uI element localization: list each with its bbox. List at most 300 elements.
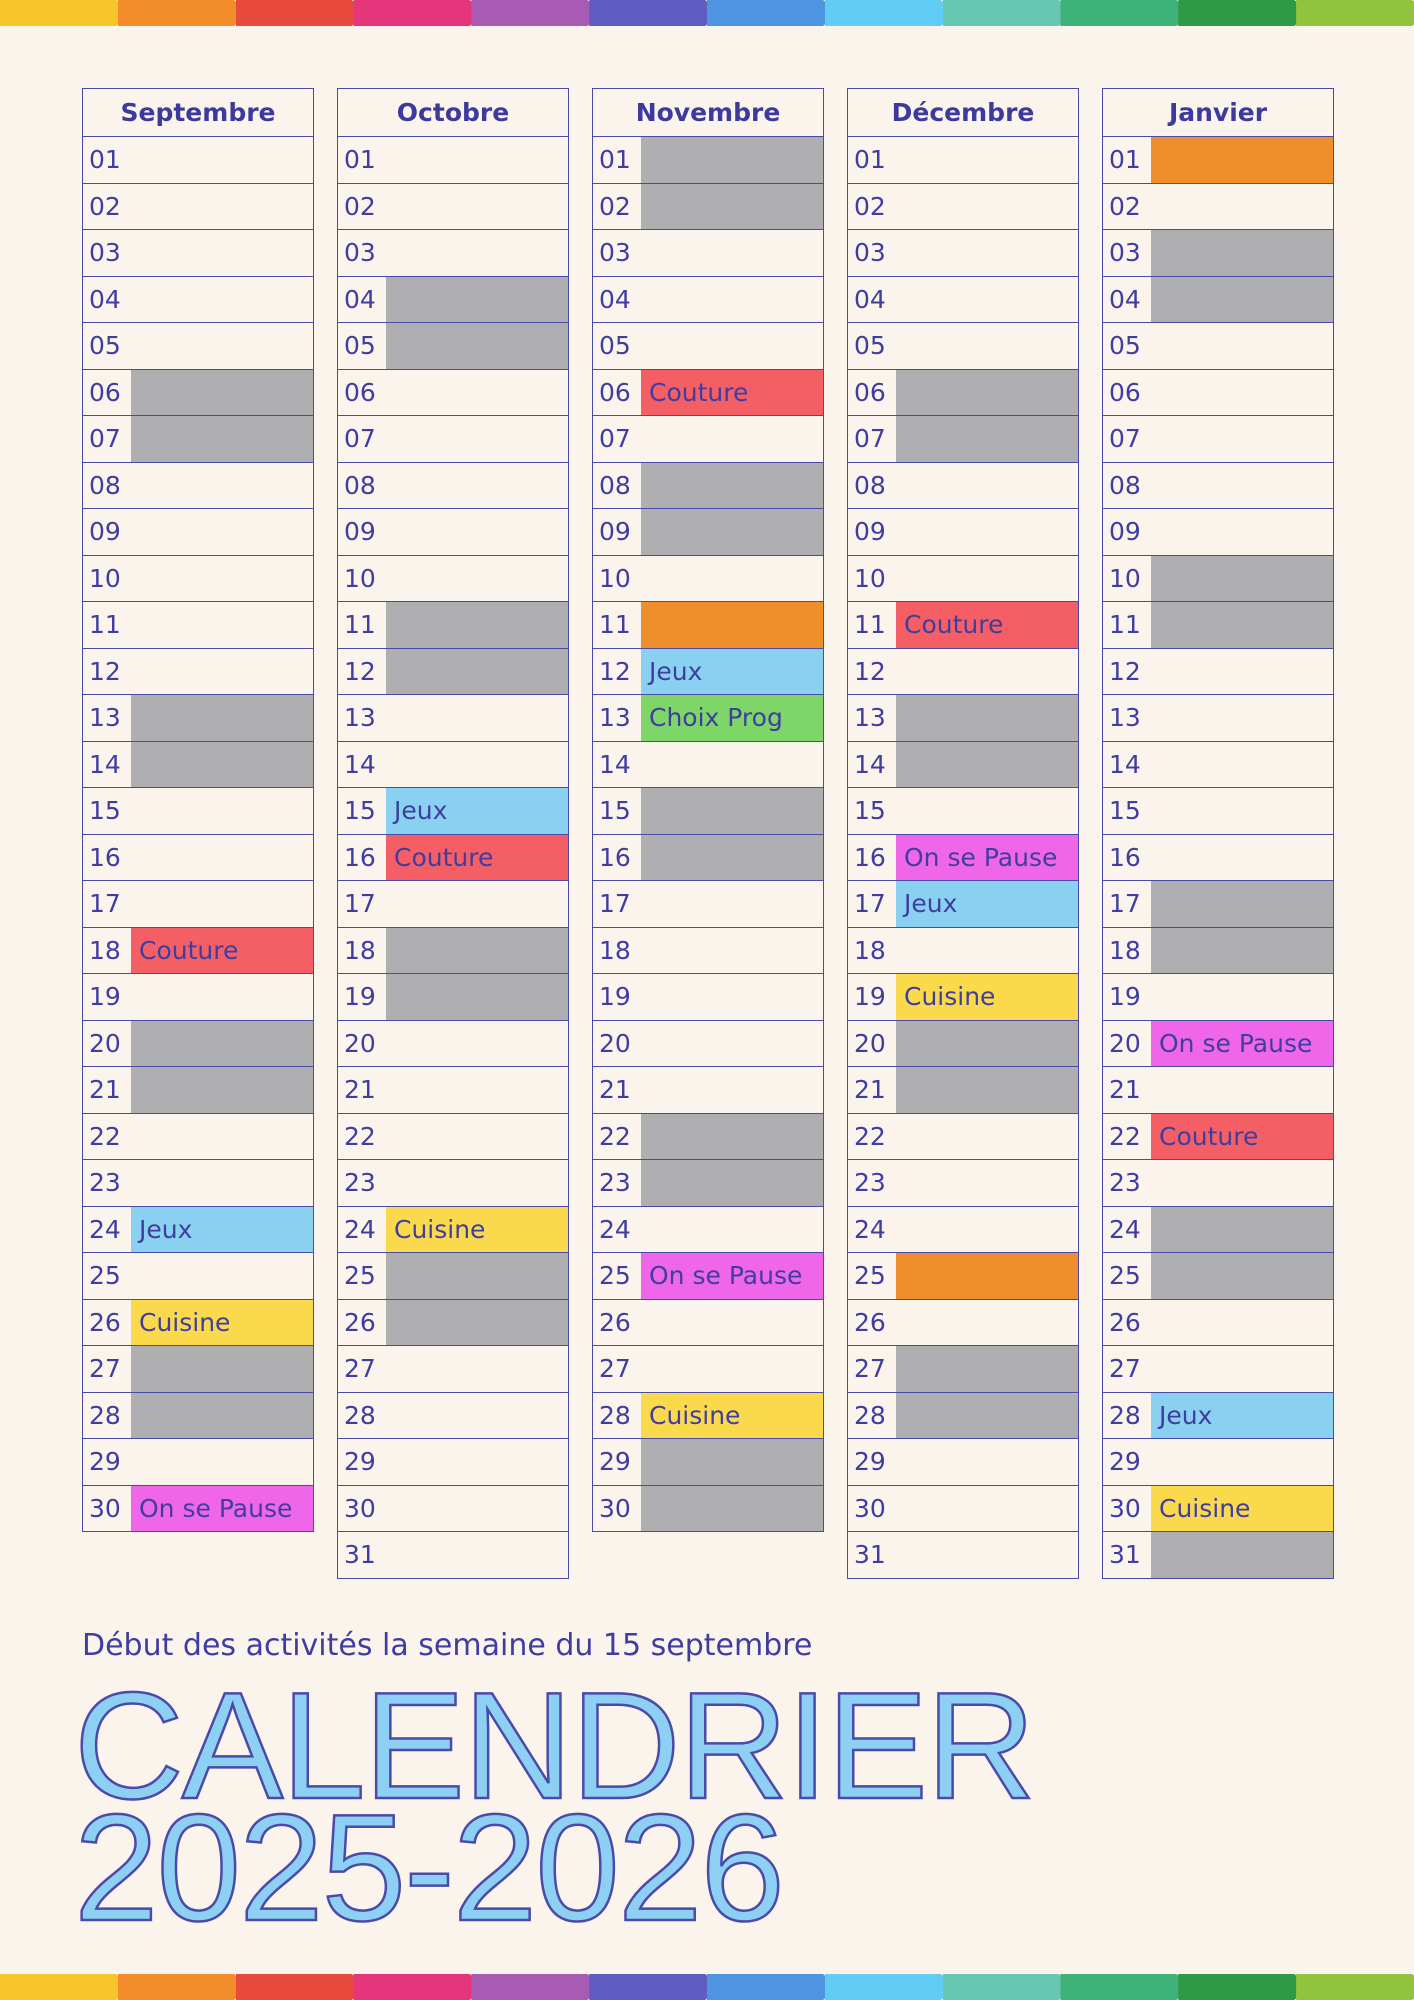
- day-number: 08: [854, 470, 886, 500]
- weekend-cell: [386, 277, 568, 323]
- day-row: [593, 369, 823, 416]
- empty-cell: [131, 509, 313, 555]
- month-title: Septembre: [82, 88, 314, 136]
- empty-cell: [131, 184, 313, 230]
- empty-cell: [386, 1439, 568, 1485]
- day-row: [338, 1020, 568, 1067]
- day-number: 18: [854, 935, 886, 965]
- day-row: [83, 1066, 313, 1113]
- day-row: [338, 415, 568, 462]
- day-row: [338, 555, 568, 602]
- day-row: [338, 973, 568, 1020]
- weekend-cell: [131, 742, 313, 788]
- weekend-cell: [131, 1346, 313, 1392]
- empty-cell: [386, 695, 568, 741]
- day-number: 09: [854, 517, 886, 547]
- day-number: 17: [854, 889, 886, 919]
- day-number: 25: [89, 1261, 121, 1291]
- day-number: 25: [344, 1261, 376, 1291]
- empty-cell: [1151, 835, 1333, 881]
- weekend-cell: [386, 928, 568, 974]
- day-row: [83, 834, 313, 881]
- month-column-septembre: [82, 88, 314, 1532]
- activity-cell: Jeux: [131, 1207, 313, 1253]
- day-row: [338, 183, 568, 230]
- day-row: [83, 1113, 313, 1160]
- day-number: 20: [599, 1028, 631, 1058]
- day-row: [593, 1485, 823, 1532]
- day-number: 15: [854, 796, 886, 826]
- day-row: [593, 276, 823, 323]
- day-number: 03: [1109, 238, 1141, 268]
- band-segment: [589, 1974, 721, 2000]
- empty-cell: [641, 742, 823, 788]
- day-row: [593, 229, 823, 276]
- day-row: [83, 183, 313, 230]
- empty-cell: [131, 277, 313, 323]
- day-number: 14: [599, 749, 631, 779]
- day-number: 21: [1109, 1075, 1141, 1105]
- day-number: 13: [344, 703, 376, 733]
- day-row: [848, 322, 1078, 369]
- empty-cell: [896, 184, 1078, 230]
- day-number: 25: [854, 1261, 886, 1291]
- day-row: [1103, 1113, 1333, 1160]
- month-title: Novembre: [592, 88, 824, 136]
- day-number: 04: [89, 284, 121, 314]
- empty-cell: [1151, 1300, 1333, 1346]
- day-number: 13: [89, 703, 121, 733]
- activity-cell: On se Pause: [896, 835, 1078, 881]
- title-line-1: CALENDRIER: [74, 1680, 1034, 1831]
- day-number: 12: [89, 656, 121, 686]
- empty-cell: [131, 1114, 313, 1160]
- empty-cell: [1151, 649, 1333, 695]
- day-row: [1103, 1066, 1333, 1113]
- day-row: [1103, 322, 1333, 369]
- empty-cell: [1151, 1439, 1333, 1485]
- day-row: [338, 1485, 568, 1532]
- day-number: 11: [854, 610, 886, 640]
- empty-cell: [641, 230, 823, 276]
- day-number: 18: [89, 935, 121, 965]
- empty-cell: [386, 881, 568, 927]
- band-segment: [471, 1974, 603, 2000]
- day-number: 30: [854, 1493, 886, 1523]
- holiday-cell: [641, 602, 823, 648]
- empty-cell: [386, 370, 568, 416]
- day-row: [1103, 1485, 1333, 1532]
- empty-cell: [131, 1439, 313, 1485]
- day-row: [593, 1066, 823, 1113]
- day-number: 15: [89, 796, 121, 826]
- day-number: 30: [599, 1493, 631, 1523]
- weekend-cell: [641, 788, 823, 834]
- day-row: [593, 1252, 823, 1299]
- day-number: 20: [1109, 1028, 1141, 1058]
- activity-cell: Couture: [641, 370, 823, 416]
- empty-cell: [1151, 416, 1333, 462]
- empty-cell: [641, 1300, 823, 1346]
- empty-cell: [386, 184, 568, 230]
- day-number: 21: [599, 1075, 631, 1105]
- day-row: [593, 415, 823, 462]
- empty-cell: [641, 1346, 823, 1392]
- day-row: [1103, 183, 1333, 230]
- day-row: [593, 694, 823, 741]
- day-row: [1103, 787, 1333, 834]
- day-row: [848, 1252, 1078, 1299]
- day-number: 10: [599, 563, 631, 593]
- empty-cell: [896, 1300, 1078, 1346]
- day-number: 07: [89, 424, 121, 454]
- weekend-cell: [386, 323, 568, 369]
- day-row: [338, 1159, 568, 1206]
- day-number: 19: [854, 982, 886, 1012]
- day-number: 31: [1109, 1540, 1141, 1570]
- day-row: [83, 1438, 313, 1485]
- weekend-cell: [131, 1393, 313, 1439]
- weekend-cell: [1151, 928, 1333, 974]
- day-number: 14: [89, 749, 121, 779]
- day-row: [338, 1206, 568, 1253]
- band-segment: [825, 1974, 957, 2000]
- day-number: 11: [344, 610, 376, 640]
- empty-cell: [641, 323, 823, 369]
- empty-cell: [896, 323, 1078, 369]
- day-row: [593, 1299, 823, 1346]
- empty-cell: [386, 509, 568, 555]
- empty-cell: [896, 137, 1078, 183]
- day-number: 07: [1109, 424, 1141, 454]
- day-row: [1103, 834, 1333, 881]
- day-number: 05: [89, 331, 121, 361]
- day-row: [83, 1252, 313, 1299]
- day-row: [848, 1485, 1078, 1532]
- month-title: Décembre: [847, 88, 1079, 136]
- activity-cell: Jeux: [641, 649, 823, 695]
- day-number: 30: [1109, 1493, 1141, 1523]
- day-number: 17: [344, 889, 376, 919]
- day-number: 26: [344, 1307, 376, 1337]
- day-row: [83, 136, 313, 183]
- day-number: 12: [599, 656, 631, 686]
- day-number: 05: [344, 331, 376, 361]
- day-row: [83, 1206, 313, 1253]
- day-row: [1103, 508, 1333, 555]
- activity-cell: Couture: [896, 602, 1078, 648]
- top-color-band: [0, 0, 1414, 26]
- day-row: [848, 601, 1078, 648]
- day-number: 11: [599, 610, 631, 640]
- day-list: [847, 136, 1079, 1579]
- day-number: 24: [344, 1214, 376, 1244]
- day-row: [848, 229, 1078, 276]
- weekend-cell: [896, 1393, 1078, 1439]
- empty-cell: [896, 277, 1078, 323]
- empty-cell: [896, 1532, 1078, 1578]
- day-row: [848, 1020, 1078, 1067]
- empty-cell: [131, 230, 313, 276]
- activity-cell: Cuisine: [641, 1393, 823, 1439]
- empty-cell: [386, 416, 568, 462]
- weekend-cell: [641, 1160, 823, 1206]
- weekend-cell: [386, 974, 568, 1020]
- empty-cell: [386, 463, 568, 509]
- weekend-cell: [131, 1067, 313, 1113]
- weekend-cell: [1151, 1207, 1333, 1253]
- day-number: 13: [599, 703, 631, 733]
- day-number: 13: [854, 703, 886, 733]
- empty-cell: [1151, 463, 1333, 509]
- day-number: 28: [599, 1400, 631, 1430]
- day-row: [338, 462, 568, 509]
- day-row: [338, 508, 568, 555]
- day-number: 05: [854, 331, 886, 361]
- title-line-2: 2025-2026: [74, 1783, 783, 1940]
- weekend-cell: [641, 1114, 823, 1160]
- day-row: [848, 415, 1078, 462]
- activity-cell: Cuisine: [896, 974, 1078, 1020]
- day-number: 13: [1109, 703, 1141, 733]
- day-number: 29: [1109, 1447, 1141, 1477]
- day-row: [848, 927, 1078, 974]
- band-segment: [118, 1974, 250, 2000]
- day-number: 17: [599, 889, 631, 919]
- empty-cell: [386, 137, 568, 183]
- band-segment: [1178, 1974, 1310, 2000]
- day-number: 07: [599, 424, 631, 454]
- day-number: 24: [1109, 1214, 1141, 1244]
- day-number: 18: [1109, 935, 1141, 965]
- day-row: [338, 229, 568, 276]
- month-column-decembre: [847, 88, 1079, 1579]
- empty-cell: [131, 463, 313, 509]
- day-row: [83, 322, 313, 369]
- day-number: 02: [344, 191, 376, 221]
- empty-cell: [131, 881, 313, 927]
- day-list: [1102, 136, 1334, 1579]
- day-number: 05: [599, 331, 631, 361]
- empty-cell: [131, 323, 313, 369]
- weekend-cell: [131, 370, 313, 416]
- day-row: [83, 741, 313, 788]
- band-segment: [1178, 0, 1310, 26]
- empty-cell: [131, 602, 313, 648]
- day-number: 29: [89, 1447, 121, 1477]
- day-list: [82, 136, 314, 1532]
- day-number: 26: [89, 1307, 121, 1337]
- day-number: 20: [854, 1028, 886, 1058]
- weekend-cell: [641, 509, 823, 555]
- day-number: 12: [1109, 656, 1141, 686]
- day-number: 15: [344, 796, 376, 826]
- empty-cell: [896, 788, 1078, 834]
- day-row: [848, 787, 1078, 834]
- empty-cell: [1151, 1346, 1333, 1392]
- day-number: 09: [89, 517, 121, 547]
- weekend-cell: [1151, 881, 1333, 927]
- day-number: 01: [89, 145, 121, 175]
- day-number: 01: [344, 145, 376, 175]
- day-number: 21: [854, 1075, 886, 1105]
- day-row: [338, 648, 568, 695]
- weekend-cell: [896, 1021, 1078, 1067]
- day-row: [848, 1531, 1078, 1578]
- day-number: 23: [599, 1168, 631, 1198]
- weekend-cell: [386, 602, 568, 648]
- day-number: 23: [344, 1168, 376, 1198]
- empty-cell: [641, 974, 823, 1020]
- day-row: [83, 276, 313, 323]
- weekend-cell: [641, 1439, 823, 1485]
- day-row: [848, 880, 1078, 927]
- day-number: 26: [1109, 1307, 1141, 1337]
- weekend-cell: [386, 649, 568, 695]
- activity-cell: On se Pause: [641, 1253, 823, 1299]
- weekend-cell: [1151, 602, 1333, 648]
- day-row: [593, 183, 823, 230]
- weekend-cell: [641, 1486, 823, 1532]
- weekend-cell: [131, 695, 313, 741]
- empty-cell: [896, 1114, 1078, 1160]
- day-number: 14: [1109, 749, 1141, 779]
- day-number: 22: [599, 1121, 631, 1151]
- day-number: 09: [344, 517, 376, 547]
- day-row: [338, 834, 568, 881]
- day-number: 26: [854, 1307, 886, 1337]
- day-row: [848, 369, 1078, 416]
- weekend-cell: [131, 1021, 313, 1067]
- day-row: [338, 1299, 568, 1346]
- day-row: [1103, 1020, 1333, 1067]
- day-number: 06: [599, 377, 631, 407]
- day-row: [848, 648, 1078, 695]
- day-row: [1103, 1159, 1333, 1206]
- band-segment: [118, 0, 250, 26]
- day-row: [338, 601, 568, 648]
- day-row: [338, 741, 568, 788]
- day-number: 09: [599, 517, 631, 547]
- day-row: [338, 1345, 568, 1392]
- day-number: 14: [344, 749, 376, 779]
- day-number: 12: [344, 656, 376, 686]
- day-row: [593, 601, 823, 648]
- empty-cell: [1151, 509, 1333, 555]
- empty-cell: [641, 928, 823, 974]
- day-row: [1103, 1299, 1333, 1346]
- activity-cell: Cuisine: [386, 1207, 568, 1253]
- activity-cell: On se Pause: [131, 1486, 313, 1532]
- day-row: [83, 462, 313, 509]
- day-number: 19: [344, 982, 376, 1012]
- empty-cell: [896, 649, 1078, 695]
- day-number: 17: [1109, 889, 1141, 919]
- day-number: 16: [854, 842, 886, 872]
- empty-cell: [131, 835, 313, 881]
- empty-cell: [641, 1207, 823, 1253]
- day-number: 22: [89, 1121, 121, 1151]
- day-row: [848, 1345, 1078, 1392]
- weekend-cell: [641, 835, 823, 881]
- day-number: 21: [89, 1075, 121, 1105]
- day-row: [1103, 369, 1333, 416]
- day-row: [83, 1392, 313, 1439]
- bottom-color-band: [0, 1974, 1414, 2000]
- day-row: [848, 508, 1078, 555]
- day-row: [83, 973, 313, 1020]
- day-row: [1103, 1206, 1333, 1253]
- empty-cell: [386, 1346, 568, 1392]
- weekend-cell: [1151, 277, 1333, 323]
- day-number: 02: [1109, 191, 1141, 221]
- day-row: [1103, 741, 1333, 788]
- day-number: 15: [1109, 796, 1141, 826]
- day-row: [1103, 555, 1333, 602]
- month-column-novembre: [592, 88, 824, 1532]
- day-number: 16: [344, 842, 376, 872]
- day-number: 31: [344, 1540, 376, 1570]
- day-row: [593, 834, 823, 881]
- weekend-cell: [386, 1253, 568, 1299]
- day-number: 22: [854, 1121, 886, 1151]
- month-title: Janvier: [1102, 88, 1334, 136]
- day-row: [848, 973, 1078, 1020]
- empty-cell: [896, 556, 1078, 602]
- day-row: [83, 787, 313, 834]
- empty-cell: [386, 1532, 568, 1578]
- day-number: 27: [1109, 1354, 1141, 1384]
- activity-cell: Cuisine: [131, 1300, 313, 1346]
- day-number: 27: [89, 1354, 121, 1384]
- day-number: 23: [89, 1168, 121, 1198]
- day-row: [593, 880, 823, 927]
- day-number: 30: [89, 1493, 121, 1523]
- weekend-cell: [896, 742, 1078, 788]
- band-segment: [1060, 0, 1192, 26]
- day-number: 28: [1109, 1400, 1141, 1430]
- empty-cell: [1151, 1160, 1333, 1206]
- activity-cell: Couture: [131, 928, 313, 974]
- holiday-cell: [1151, 137, 1333, 183]
- empty-cell: [386, 1067, 568, 1113]
- empty-cell: [386, 1114, 568, 1160]
- calendar-title: [74, 1680, 1074, 1940]
- day-number: 04: [854, 284, 886, 314]
- band-segment: [353, 0, 485, 26]
- day-row: [848, 462, 1078, 509]
- empty-cell: [896, 928, 1078, 974]
- weekend-cell: [386, 1300, 568, 1346]
- day-row: [83, 508, 313, 555]
- empty-cell: [1151, 788, 1333, 834]
- day-number: 12: [854, 656, 886, 686]
- weekend-cell: [896, 1346, 1078, 1392]
- day-number: 19: [599, 982, 631, 1012]
- day-row: [83, 927, 313, 974]
- day-number: 18: [599, 935, 631, 965]
- empty-cell: [131, 1160, 313, 1206]
- day-number: 03: [344, 238, 376, 268]
- day-number: 04: [599, 284, 631, 314]
- day-number: 01: [599, 145, 631, 175]
- day-number: 24: [89, 1214, 121, 1244]
- day-number: 06: [1109, 377, 1141, 407]
- day-number: 10: [89, 563, 121, 593]
- weekend-cell: [896, 416, 1078, 462]
- start-note: Début des activités la semaine du 15 septembre: [82, 1628, 813, 1663]
- day-row: [83, 601, 313, 648]
